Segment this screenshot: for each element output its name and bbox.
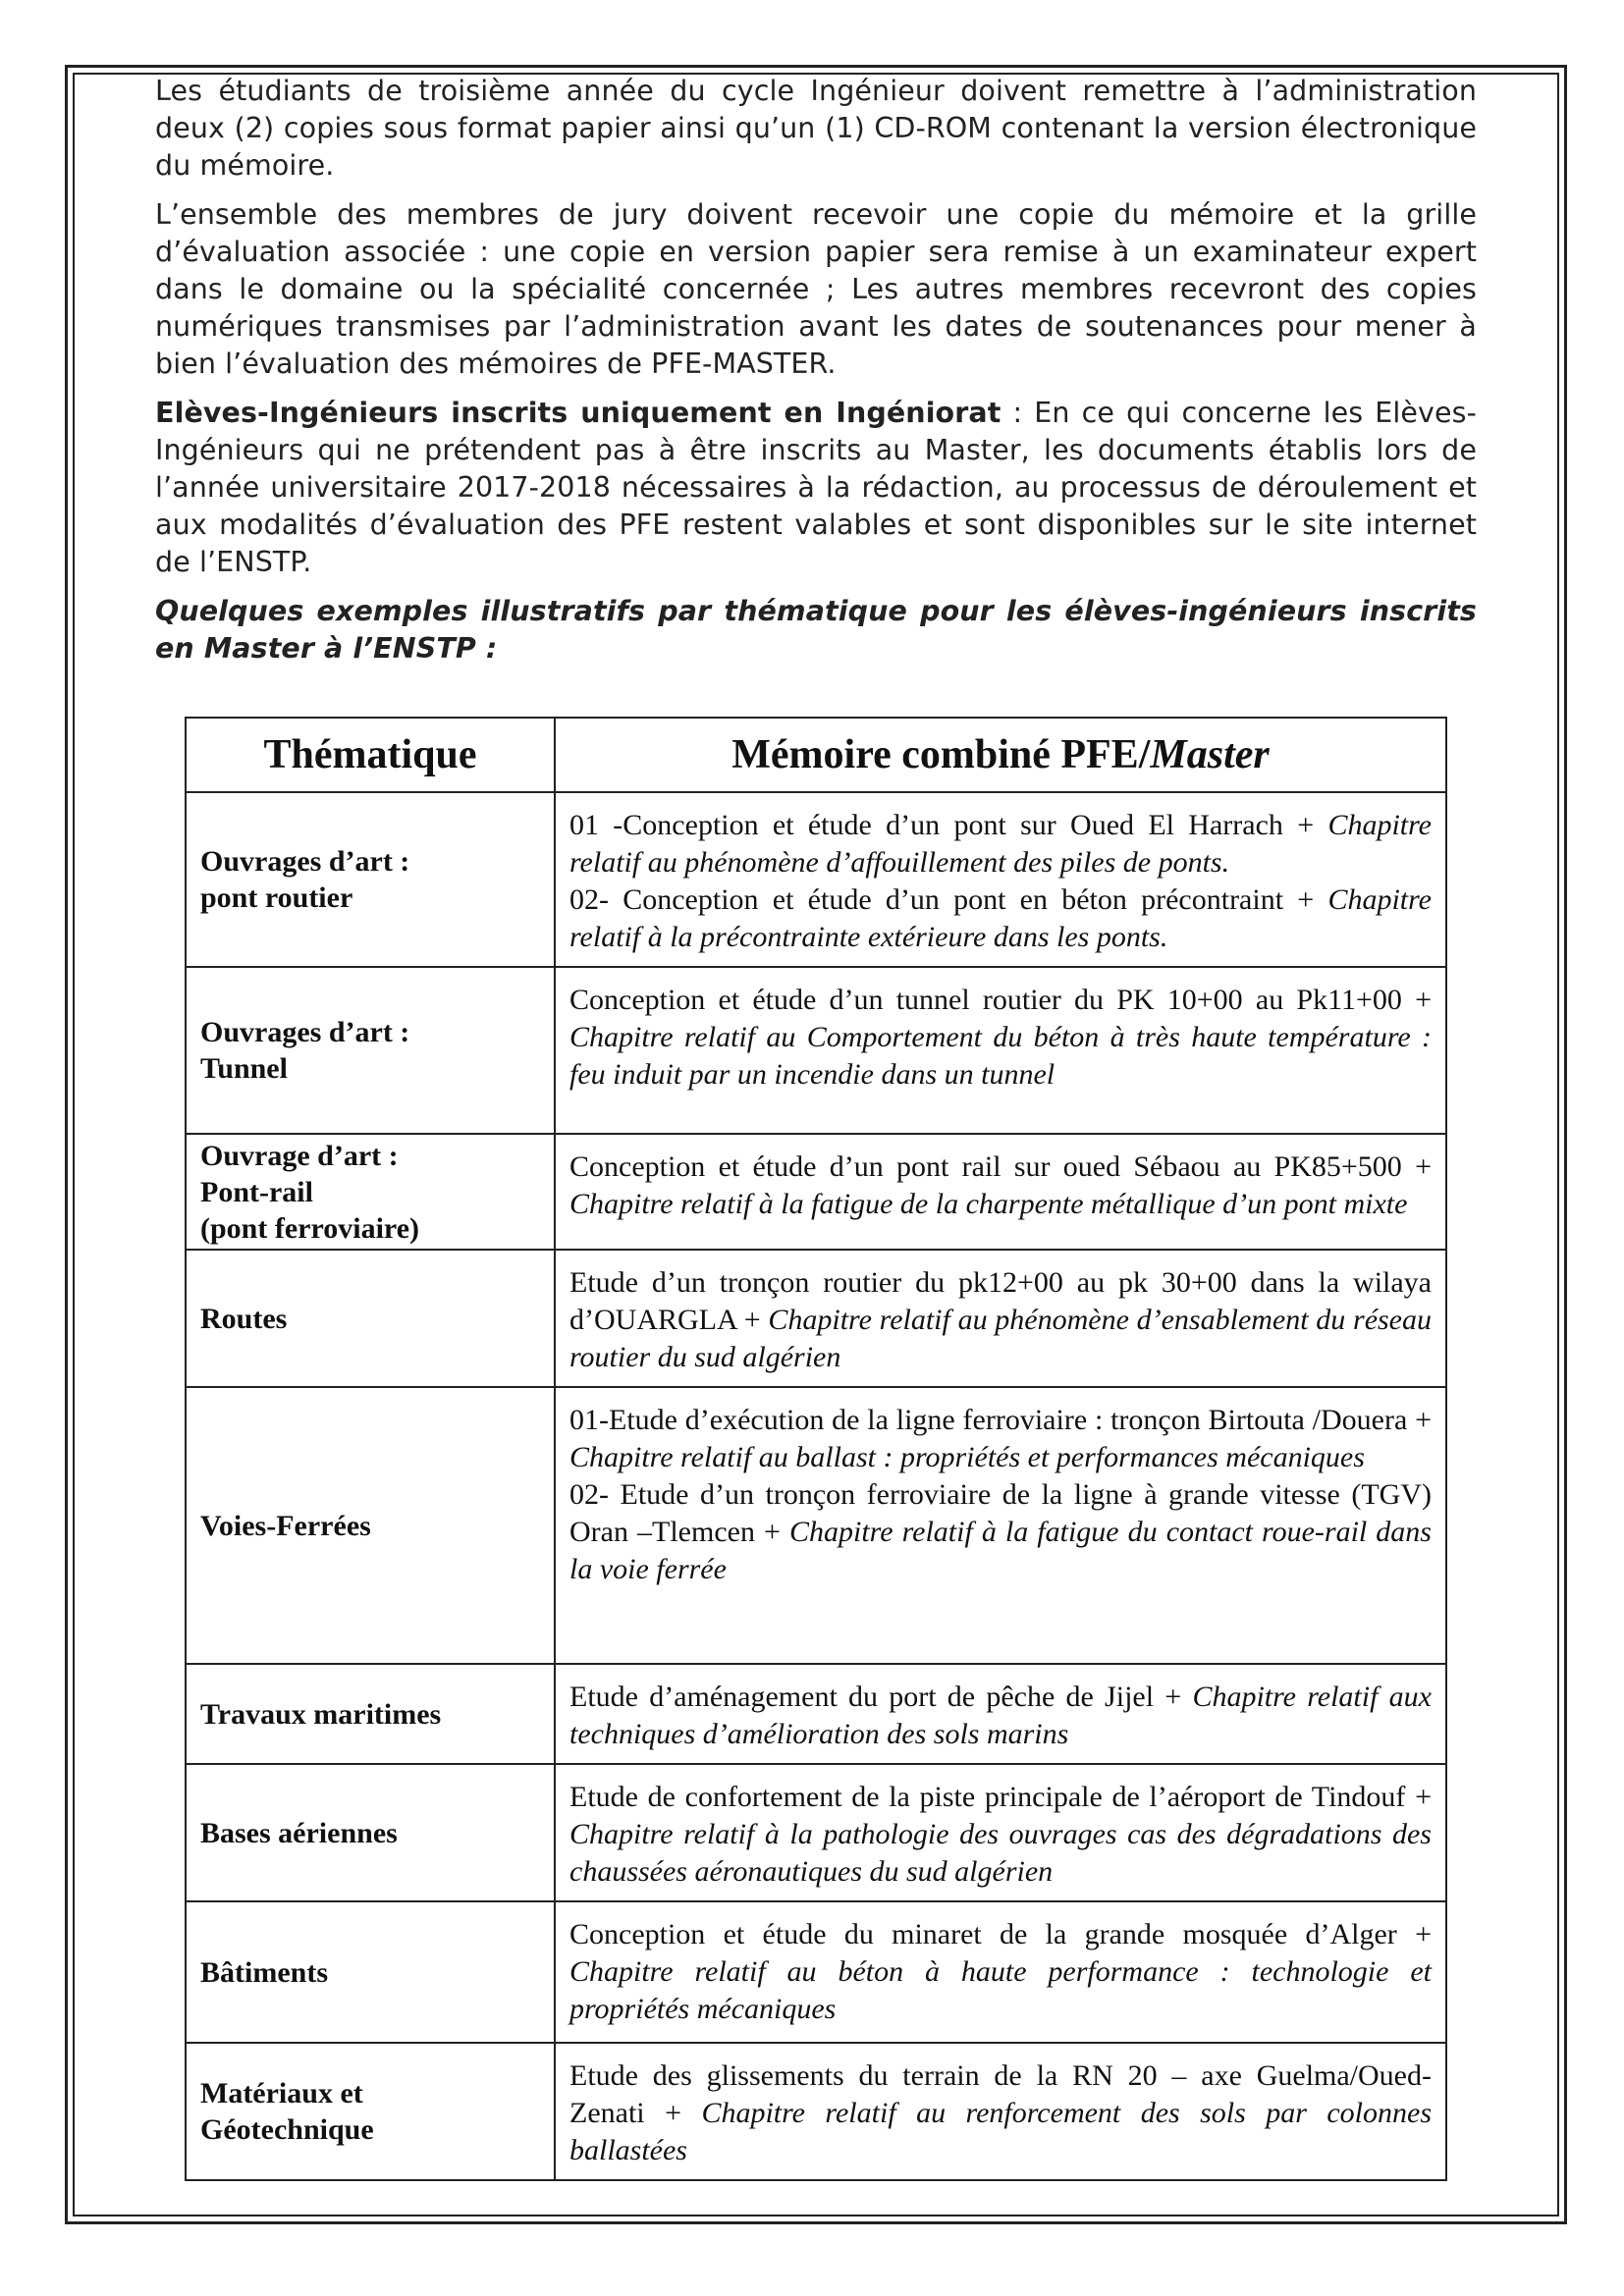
memoire-item: [569, 1264, 1432, 1376]
memoire-item: [569, 807, 1432, 881]
table-row: [186, 2043, 1446, 2180]
memoire-title: Etude d’aménagement du port de pêche de Jijel +: [569, 1681, 1193, 1713]
memoire-title: Etude de confortement de la piste principale de l’aéroport de Tindouf +: [569, 1781, 1432, 1813]
paragraph-submission: Les étudiants de troisième année du cycle Ingénieur doivent remettre à l’administration deux (2) copies sous format papier ainsi qu’un (1) CD-ROM contenant la version électronique du mémoire.: [155, 75, 1477, 182]
memoire-cell: [555, 967, 1446, 1134]
theme-cell: [186, 792, 555, 967]
memoire-chapter: Chapitre relatif à la fatigue de la charpente métallique d’un pont mixte: [569, 1188, 1408, 1220]
memoire-chapter: Chapitre relatif à la pathologie des ouvrages cas des dégradations des chaussées aéronautiques du sud algérien: [569, 1818, 1432, 1888]
theme-cell: [186, 1387, 555, 1664]
theme-label: Routes: [200, 1302, 288, 1335]
memoire-item: [569, 881, 1432, 956]
paragraph-engineers-only-heading: Elèves-Ingénieurs inscrits uniquement en Ingéniorat: [155, 397, 1001, 429]
document-body: [155, 73, 1477, 679]
table-row: [186, 1387, 1446, 1664]
memoire-title: Conception et étude d’un tunnel routier du PK 10+00 au Pk11+00 +: [569, 984, 1432, 1016]
memoire-cell: [555, 1664, 1446, 1764]
memoire-item: [569, 1476, 1432, 1588]
theme-label: Bâtiments: [200, 1955, 328, 1989]
examples-intro: Quelques exemples illustratifs par thématique pour les élèves-ingénieurs inscrits en Master à l’ENSTP :: [155, 595, 1477, 665]
memoire-title: Conception et étude du minaret de la grande mosquée d’Alger +: [569, 1918, 1432, 1950]
memoire-title: Conception et étude d’un pont rail sur oued Sébaou au PK85+500 +: [569, 1150, 1432, 1183]
theme-label: (pont ferroviaire): [200, 1211, 419, 1245]
memoire-chapter: Chapitre relatif à la fatigue du contact roue-rail dans la voie ferrée: [569, 1516, 1432, 1585]
memoire-chapter: Chapitre relatif au renforcement des sols par colonnes ballastées: [569, 2097, 1433, 2166]
table-row: [186, 1901, 1446, 2043]
table-body: [186, 792, 1446, 2180]
memoire-chapter: Chapitre relatif au ballast : propriétés et performances mécaniques: [569, 1441, 1365, 1473]
table-row: [186, 1250, 1446, 1387]
theme-label: Matériaux et: [200, 2077, 363, 2109]
header-memoire-italic: Master: [1150, 732, 1270, 777]
memoire-item: [569, 1402, 1432, 1476]
memoire-cell: [555, 2043, 1446, 2180]
memoire-chapter: Chapitre relatif aux techniques d’amélioration des sols marins: [569, 1681, 1432, 1750]
header-memoire: [555, 718, 1446, 792]
theme-label: Géotechnique: [200, 2113, 374, 2146]
theme-cell: [186, 967, 555, 1134]
theme-label: Ouvrages d’art :: [200, 1016, 410, 1048]
memoire-title: Etude des glissements du terrain de la RN 20 – axe Guelma/Oued- Zenati +: [569, 2059, 1432, 2129]
memoire-cell: [555, 1901, 1446, 2043]
memoire-item: [569, 2057, 1432, 2169]
table-header-row: [186, 718, 1446, 792]
theme-label: Ouvrages d’art :: [200, 845, 410, 878]
theme-cell: [186, 1764, 555, 1901]
theme-label: Ouvrage d’art :: [200, 1139, 399, 1172]
header-thematique: Thématique: [186, 718, 555, 792]
memoire-title: 02- Conception et étude d’un pont en béton précontraint +: [569, 883, 1328, 916]
theme-label: Pont-rail: [200, 1175, 313, 1208]
paragraph-engineers-only-text: : En ce qui concerne les Elèves-Ingénieurs qui ne prétendent pas à être inscrits au Master, les documents établis lors de l’année universitaire 2017-2018 nécessaires à la rédaction, au processus de déroulement et aux modalités d’évaluation des PFE restent valables et sont disponibles sur le site internet de l’ENSTP.: [155, 397, 1477, 578]
memoire-chapter: Chapitre relatif au béton à haute performance : technologie et propriétés mécaniques: [569, 1955, 1432, 2025]
table-row: [186, 967, 1446, 1134]
table-row: [186, 1764, 1446, 1901]
theme-cell: [186, 1901, 555, 2043]
header-memoire-main: Mémoire combiné PFE/: [731, 732, 1151, 777]
memoire-item: [569, 1779, 1432, 1891]
paragraph-engineers-only: [155, 395, 1477, 581]
table-row: [186, 1664, 1446, 1764]
memoire-cell: [555, 1134, 1446, 1250]
memoire-item: [569, 1148, 1432, 1223]
memoire-title: 01-Etude d’exécution de la ligne ferroviaire : tronçon Birtouta /Douera +: [569, 1404, 1432, 1436]
memoire-title: 02- Etude d’un tronçon ferroviaire de la ligne à grande vitesse (TGV) Oran –Tlemcen +: [569, 1478, 1432, 1548]
memoire-cell: [555, 1250, 1446, 1387]
memoire-chapter: Chapitre relatif au Comportement du béton à très haute température : feu induit par un incendie dans un tunnel: [569, 1021, 1432, 1091]
theme-label: Bases aériennes: [200, 1816, 398, 1849]
paragraph-jury: L’ensemble des membres de jury doivent recevoir une copie du mémoire et la grille d’évaluation associée : une copie en version papier sera remise à un examinateur expert dans le domaine ou la spécialité concernée ; Les autres membres recevront des copies numériques transmises par l’administration avant les dates de soutenances pour mener à bien l’évaluation des mémoires de PFE-MASTER.: [155, 198, 1477, 380]
theme-cell: [186, 1664, 555, 1764]
table-row: [186, 792, 1446, 967]
memoire-item: [569, 982, 1432, 1094]
memoire-cell: [555, 1387, 1446, 1664]
thematic-examples-table: [185, 717, 1447, 2181]
theme-label: Travaux maritimes: [200, 1697, 442, 1731]
theme-cell: [186, 2043, 555, 2180]
theme-cell: [186, 1134, 555, 1250]
theme-cell: [186, 1250, 555, 1387]
theme-label: Tunnel: [200, 1052, 288, 1085]
theme-label: Voies-Ferrées: [200, 1509, 371, 1542]
memoire-title: Etude d’un tronçon routier du pk12+00 au pk 30+00 dans la wilaya d’OUARGLA +: [569, 1266, 1432, 1336]
theme-label: pont routier: [200, 881, 353, 914]
memoire-cell: [555, 1764, 1446, 1901]
memoire-title: 01 -Conception et étude d’un pont sur Oued El Harrach +: [569, 809, 1328, 841]
memoire-item: [569, 1916, 1432, 2028]
memoire-chapter: Chapitre relatif à la précontrainte extérieure dans les ponts.: [569, 883, 1432, 953]
memoire-cell: [555, 792, 1446, 967]
memoire-item: [569, 1679, 1432, 1753]
memoire-chapter: Chapitre relatif au phénomène d’affouillement des piles de ponts.: [569, 809, 1432, 879]
memoire-chapter: Chapitre relatif au phénomène d’ensablement du réseau routier du sud algérien: [569, 1304, 1432, 1373]
table-row: [186, 1134, 1446, 1250]
